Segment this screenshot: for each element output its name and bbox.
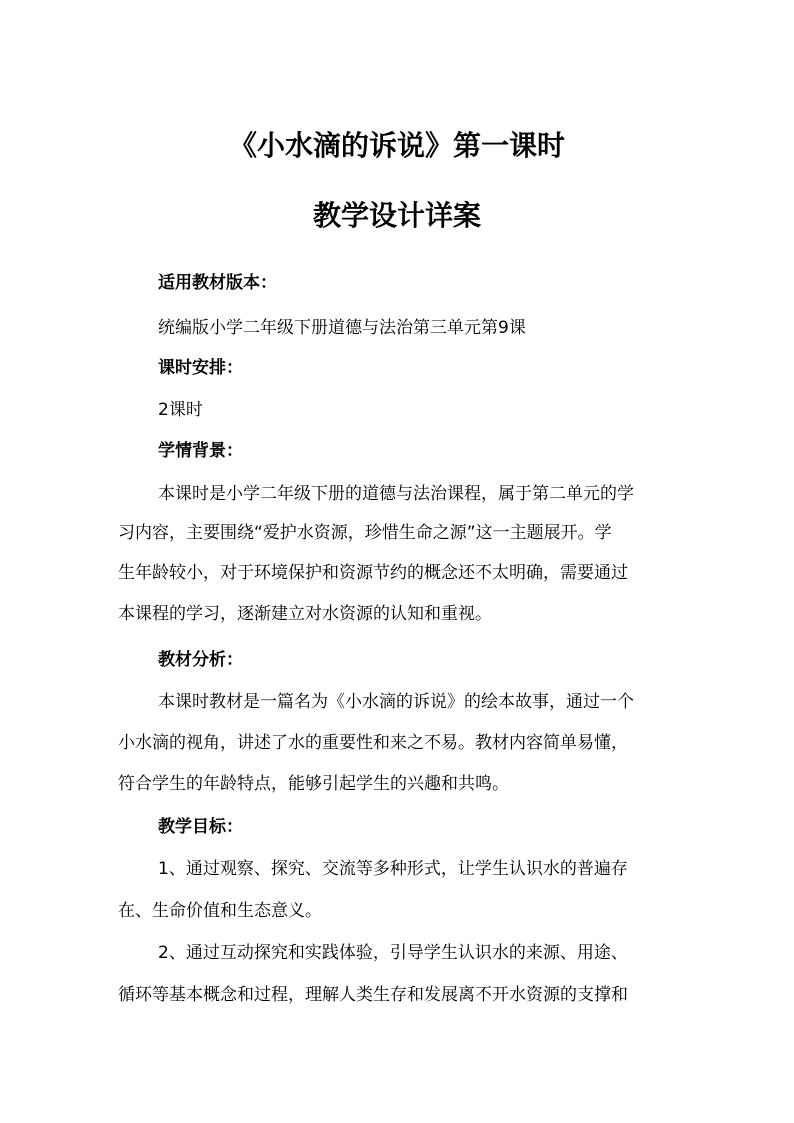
section-heading-schedule: 课时安排： bbox=[158, 358, 243, 378]
document-title-line1: 《小水滴的诉说》第一课时 bbox=[228, 129, 565, 162]
section-heading-background: 学情背景： bbox=[158, 441, 243, 461]
background-line-1: 本课时是小学二年级下册的道德与法治课程，属于第二单元的学 bbox=[158, 484, 634, 504]
background-line-2: 习内容，主要围绕“爱护水资源，珍惜生命之源”这一主题展开。学 bbox=[118, 523, 612, 543]
objectives-line-1: 1、通过观察、探究、交流等多种形式，让学生认识水的普遍存 bbox=[158, 859, 628, 879]
analysis-line-2: 小水滴的视角，讲述了水的重要性和来之不易。教材内容简单易懂， bbox=[118, 733, 628, 753]
section-heading-analysis: 教材分析： bbox=[158, 650, 243, 670]
background-line-4: 本课程的学习，逐渐建立对水资源的认知和重视。 bbox=[118, 604, 492, 624]
background-line-3: 生年龄较小，对于环境保护和资源节约的概念还不太明确，需要通过 bbox=[118, 563, 628, 583]
objectives-line-3: 2、通过互动探究和实践体验，引导学生认识水的来源、用途、 bbox=[158, 943, 628, 963]
section-heading-objectives: 教学目标： bbox=[158, 817, 243, 837]
objectives-line-4: 循环等基本概念和过程，理解人类生存和发展离不开水资源的支撑和 bbox=[118, 985, 628, 1005]
section-heading-material-version: 适用教材版本： bbox=[158, 273, 277, 293]
document-title-line2: 教学设计详案 bbox=[312, 199, 481, 232]
material-version-text: 统编版小学二年级下册道德与法治第三单元第9课 bbox=[158, 318, 526, 338]
analysis-line-3: 符合学生的年龄特点，能够引起学生的兴趣和共鸣。 bbox=[118, 774, 509, 794]
analysis-line-1: 本课时教材是一篇名为《小水滴的诉说》的绘本故事，通过一个 bbox=[158, 692, 634, 712]
schedule-text: 2课时 bbox=[158, 400, 203, 420]
objectives-line-2: 在、生命价值和生态意义。 bbox=[118, 901, 322, 921]
